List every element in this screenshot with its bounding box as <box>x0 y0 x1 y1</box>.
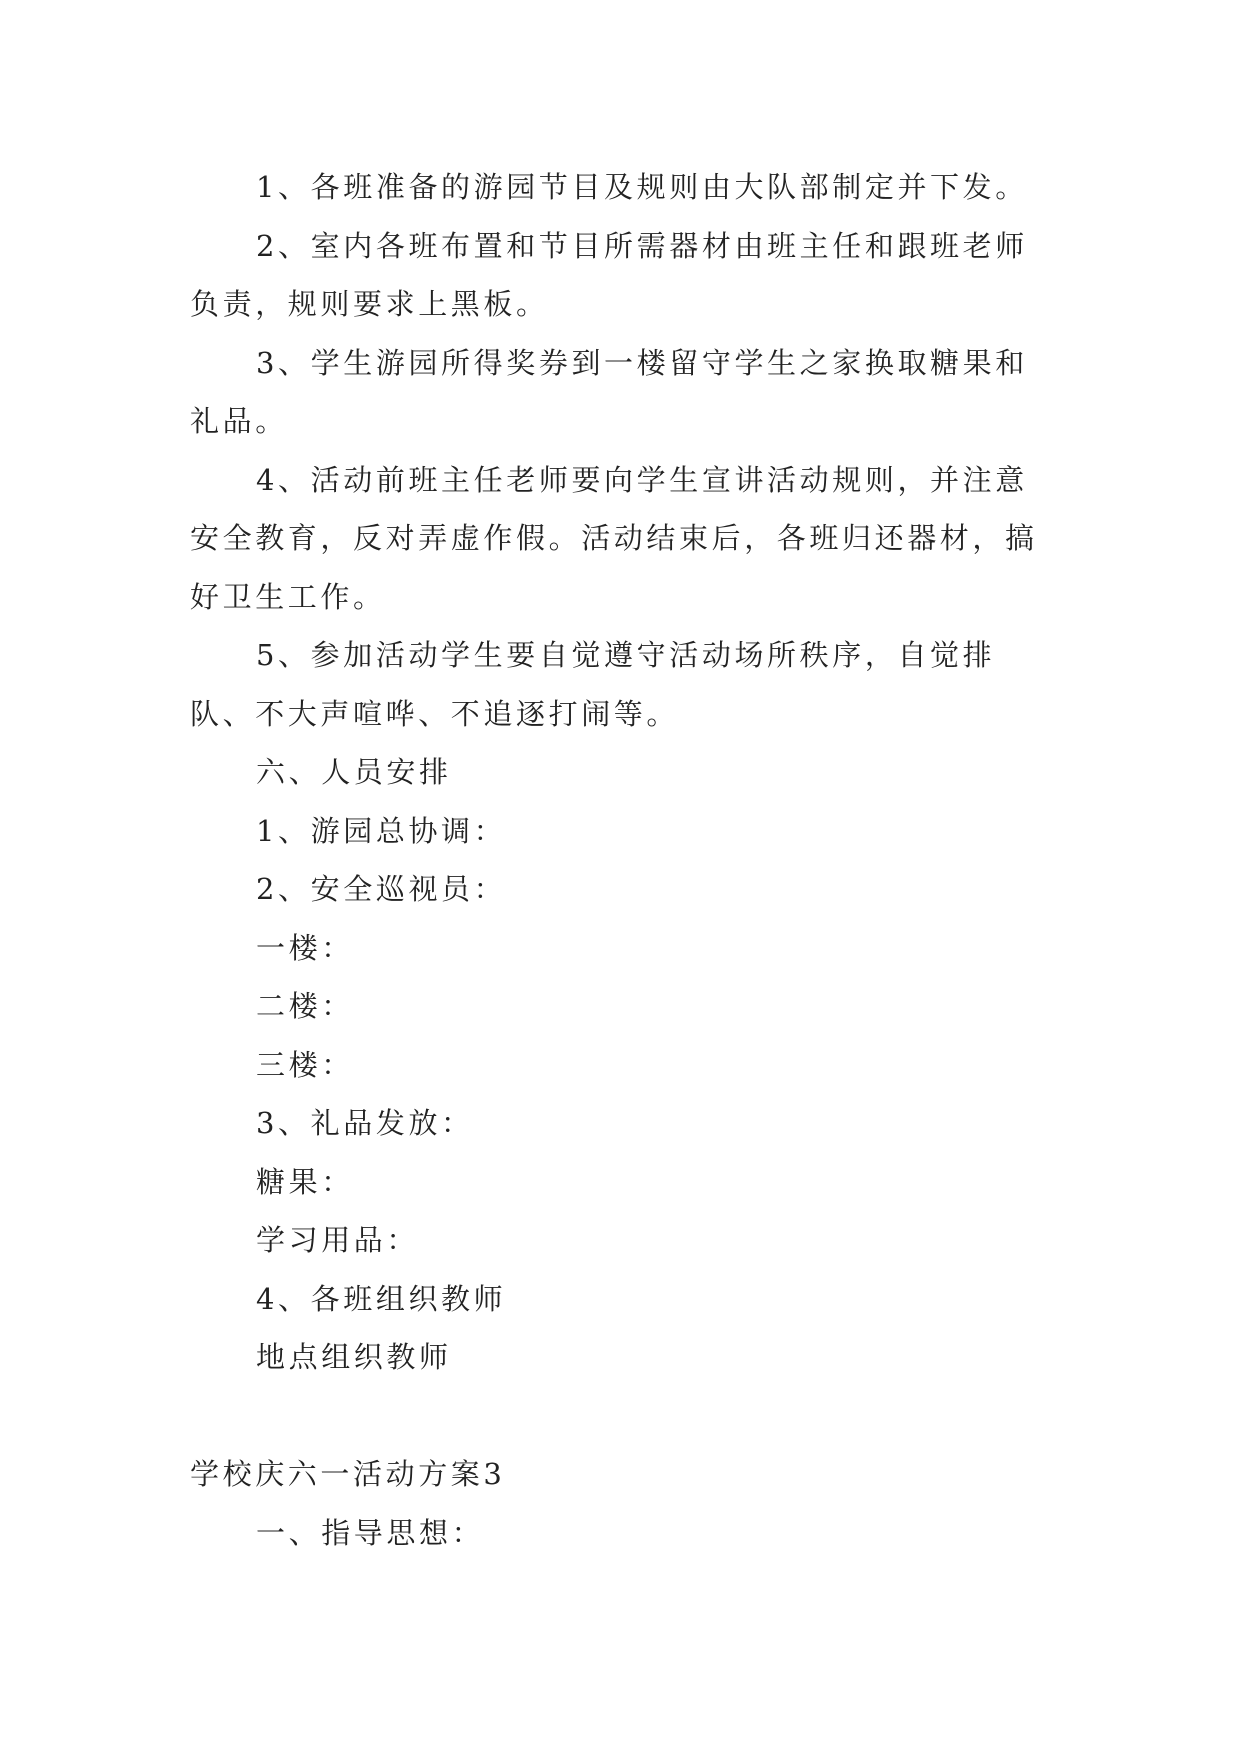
staff-item-floor-2: 二楼： <box>256 989 354 1023</box>
document-body <box>190 158 1052 1562</box>
staff-item-class-teachers: 4、各班组织教师 <box>256 1281 507 1316</box>
staff-item-location-teachers: 地点组织教师 <box>256 1340 452 1374</box>
staff-item-gift-distribution: 3、礼品发放： <box>256 1106 474 1140</box>
staff-item-floor-1: 一楼： <box>256 930 354 965</box>
staff-item-coordinator: 1、游园总协调： <box>256 813 507 848</box>
paragraph-rule-1: 1、各班准备的游园节目及规则由大队部制定并下发。 <box>256 170 1028 204</box>
section-spacer <box>190 1387 1052 1446</box>
paragraph-rule-2: 2、室内各班布置和节目所需器材由班主任和跟班老师负责，规则要求上黑板。 <box>190 228 1028 321</box>
staff-item-floor-3: 三楼： <box>256 1047 354 1082</box>
section-title: 学校庆六一活动方案3 <box>190 1457 506 1491</box>
heading-staff-arrangement: 六、人员安排 <box>256 755 452 789</box>
paragraph-rule-4: 4、活动前班主任老师要向学生宣讲活动规则，并注意安全教育，反对弄虚作假。活动结束后，各班归还器材，搞好卫生工作。 <box>190 462 1038 614</box>
paragraph-rule-3: 3、学生游园所得奖券到一楼留守学生之家换取糖果和礼品。 <box>190 345 1028 438</box>
staff-item-stationery: 学习用品： <box>256 1223 420 1257</box>
paragraph-rule-5: 5、参加活动学生要自觉遵守活动场所秩序，自觉排队、不大声喧哗、不追逐打闹等。 <box>190 638 996 731</box>
staff-item-safety-patrol: 2、安全巡视员： <box>256 872 507 906</box>
section-heading-guiding-principle: 一、指导思想： <box>256 1515 485 1550</box>
staff-item-candy: 糖果： <box>256 1164 354 1199</box>
